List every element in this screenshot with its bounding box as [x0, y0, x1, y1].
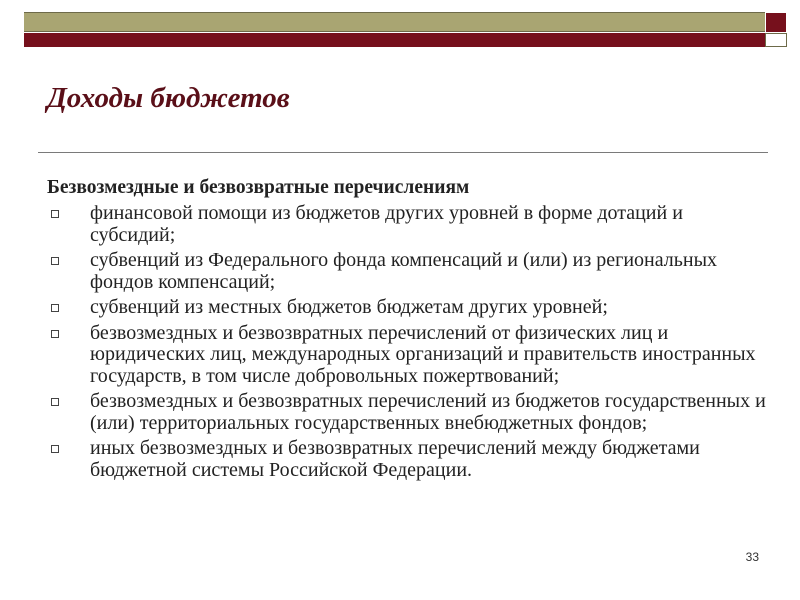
list-item-text: субвенций из Федерального фонда компенсаций и (или) из региональных фондов компенсаций; [90, 249, 718, 293]
header-square-top [765, 12, 787, 33]
content-subheading: Безвозмездные и безвозвратные перечислениям [47, 177, 470, 198]
title-divider [38, 152, 768, 153]
hollow-square-bullet-icon [51, 445, 59, 453]
hollow-square-bullet-icon [51, 257, 59, 265]
page-number: 33 [745, 550, 759, 564]
hollow-square-bullet-icon [51, 330, 59, 338]
bullet-list [47, 203, 769, 481]
header-decoration [0, 0, 800, 60]
header-maroon-bar [24, 33, 765, 47]
list-item [47, 391, 769, 434]
list-item-text: иных безвозмездных и безвозвратных перечислений между бюджетами бюджетной системы Российской Федерации. [90, 437, 700, 481]
list-item-text: субвенций из местных бюджетов бюджетам других уровней; [90, 296, 608, 318]
slide-content [47, 176, 769, 485]
list-item [47, 203, 769, 246]
list-item [47, 438, 769, 481]
hollow-square-bullet-icon [51, 398, 59, 406]
slide-title: Доходы бюджетов [47, 82, 290, 114]
list-item [47, 297, 769, 319]
header-square-bottom [765, 33, 787, 47]
list-item [47, 323, 769, 388]
list-item-text: безвозмездных и безвозвратных перечислений от физических лиц и юридических лиц, международных организаций и правительств иностранных государств, в том числе добровольных пожертвований; [90, 321, 756, 387]
list-item [47, 250, 769, 293]
hollow-square-bullet-icon [51, 304, 59, 312]
header-olive-bar [24, 12, 765, 32]
list-item-text: безвозмездных и безвозвратных перечислений из бюджетов государственных и (или) территориальных государственных внебюджетных фондов; [90, 390, 766, 434]
list-item-text: финансовой помощи из бюджетов других уровней в форме дотаций и субсидий; [90, 202, 683, 246]
hollow-square-bullet-icon [51, 210, 59, 218]
